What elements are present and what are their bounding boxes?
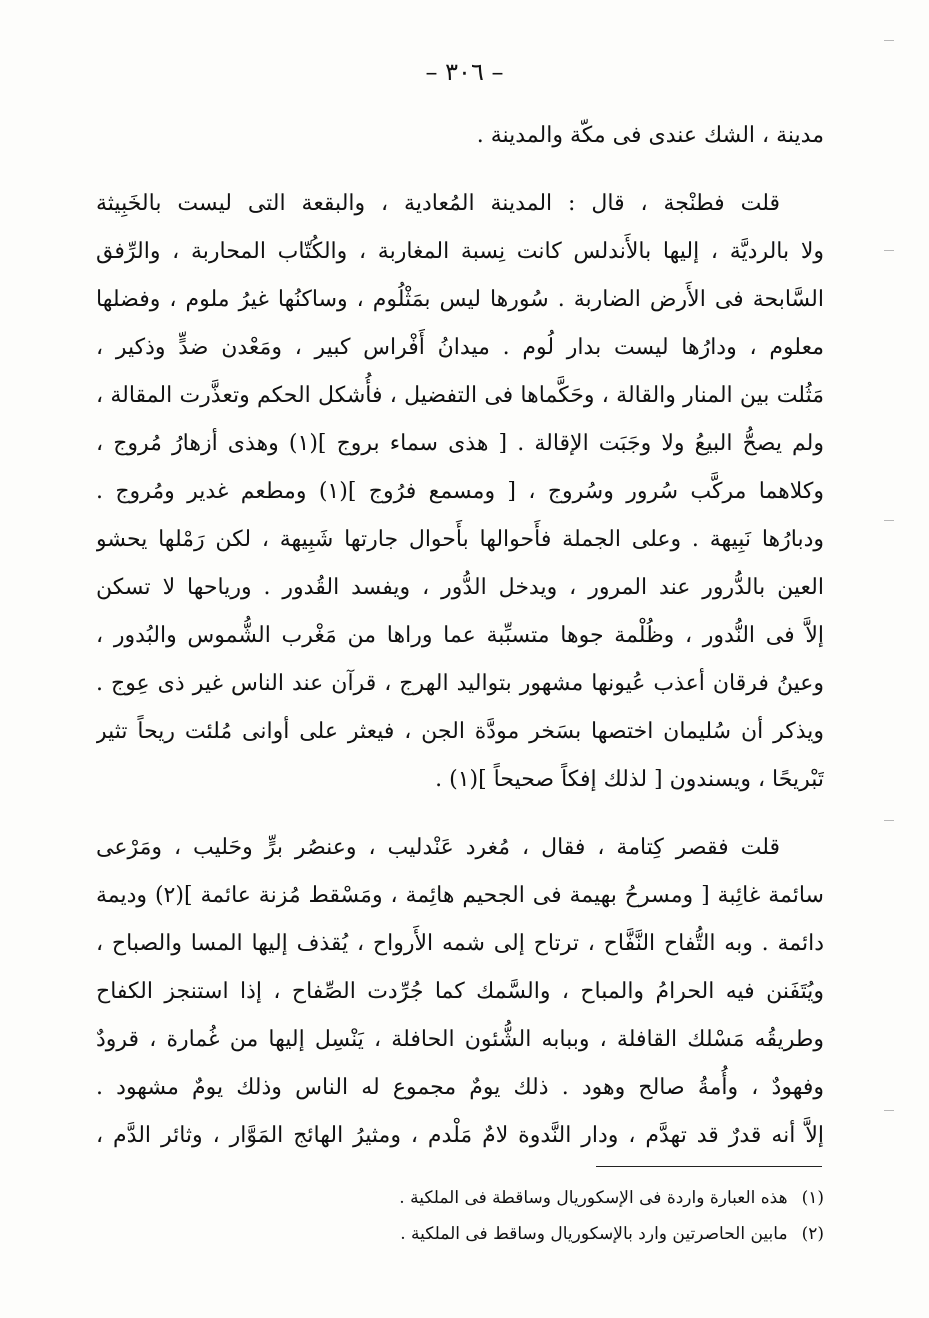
footnote-text: مابين الحاصرتين وارد بالإسكوريال وساقط فى الملكية .	[400, 1224, 788, 1244]
text-line: وكلاهما مركَّب سُرور وسُروج ، [ ومسمع فرُوج ](١) ومطعم غدير ومُروج .	[96, 479, 824, 504]
body-text	[96, 112, 824, 1160]
page-number: – ٣٠٦ –	[425, 58, 504, 86]
text-line: وفهودٌ ، وأُمةُ صالح وهود . ذلك يومٌ مجموع له الناس وذلك يومٌ مشهود .	[96, 1075, 824, 1100]
text-line: ويُتَفَنن فيه الحرامُ والمباح ، والسَّمك كما جُرِّدت الصِّفاح ، إذا استنجز الكفاح	[96, 979, 824, 1004]
text-line: إلاَّ فى النُّدور ، وظُلْمة جوها متسبِّبة عما وراها من مَغْرب الشُّموس والبُدور ،	[96, 623, 824, 648]
scan-margin-mark	[884, 1110, 894, 1111]
text-line: قلت فطنْجة ، قال : المدينة المُعادية ، والبقعة التى ليست بالخَبِيثة	[96, 191, 780, 216]
scan-margin-mark	[884, 520, 894, 521]
text-line: السَّابحة فى الأَرض الضاربة . سُورها ليس بمَثْلُوم ، وساكنُها غيرُ ملوم ، وفضلها	[96, 287, 824, 312]
text-line: إلاَّ أنه قدرٌ قد تهدَّم ، ودار النَّدوة لامٌ مَلْدم ، ومثيرُ الهائج المَوَّار ، وثائر الدَّم ،	[96, 1123, 824, 1148]
paragraph-gap	[96, 160, 824, 180]
footnote	[96, 1180, 824, 1216]
text-line: ولا بالرديَّة ، إليها بالأَندلس كانت نِسبة المغاربة ، والكُتّاب المحاربة ، والرِّفق	[96, 239, 824, 264]
text-line: مَثُلت بين المنار والقالة ، وحَكَّماها فى التفضيل ، فأُشكل الحكم وتعذَّرت المقالة ،	[96, 383, 824, 408]
text-line: مدينة ، الشك عندى فى مكّة والمدينة .	[476, 123, 824, 148]
text-line: ودبارُها نَبِيهة . وعلى الجملة فأَحوالها بأَحوال جارتها شَبِيهة ، لكن رَمْلها يحشو	[96, 527, 824, 552]
footnotes	[96, 1180, 824, 1252]
text-line: وطريقُه مَسْلك القافلة ، وببابه الشُّئون الحافلة ، يَنْسِل إليها من غُمارة ، قرودٌ	[96, 1027, 824, 1052]
text-line: تَبْريحًا ، ويسندون [ لذلك إفكاً صحيحاً ](١) .	[435, 767, 824, 792]
paragraph-gap	[96, 804, 824, 824]
scan-margin-mark	[884, 250, 894, 251]
text-line: سائمة غائِبة [ ومسرحُ بهيمة فى الجحيم هائِمة ، ومَسْقط مُزنة عائمة ](٢) وديمة	[96, 883, 824, 908]
scan-margin-mark	[884, 40, 894, 41]
footnote-text: هذه العبارة واردة فى الإسكوريال وساقطة فى الملكية .	[399, 1188, 788, 1208]
text-line: معلوم ، ودارُها ليست بدار لُوم . ميدانُ أَفْراس كبير ، ومَعْدن ضدٍّ وذكير ،	[96, 335, 824, 360]
footnote-number: (٢)	[801, 1224, 824, 1244]
footnote	[96, 1216, 824, 1252]
text-line: ولم يصحُّ البيعُ ولا وجَبَت الإقالة . [ هذى سماء بروج ](١) وهذى أزهارُ مُروج ،	[96, 431, 824, 456]
text-line: قلت فقصر كِتامة ، فقال ، مُغرد عَنْدليب ، وعنصُر برٍّ وحَليب ، ومَرْعى	[96, 835, 780, 860]
footnote-separator	[596, 1166, 822, 1167]
text-line: ويذكر أن سُليمان اختصها بسَخر مودَّة الجن ، فيعثر على أوانى مُلئت ريحاً تثير	[96, 719, 824, 744]
footnote-number: (١)	[801, 1188, 824, 1208]
text-line: وعينُ فرقان أعذب عُيونها مشهور بتواليد الهرج ، قرآن عند الناس غير ذى عِوج .	[96, 671, 824, 696]
text-line: دائمة . وبه التُّفاح النَّفَّاح ، ترتاح إلى شمه الأَرواح ، يُقذف إليها المسا والصباح ،	[96, 931, 824, 956]
scan-margin-mark	[884, 820, 894, 821]
text-line: العين بالدُّرور عند المرور ، ويدخل الدُّور ، ويفسد القُدور . ورياحها لا تسكن	[96, 575, 824, 600]
